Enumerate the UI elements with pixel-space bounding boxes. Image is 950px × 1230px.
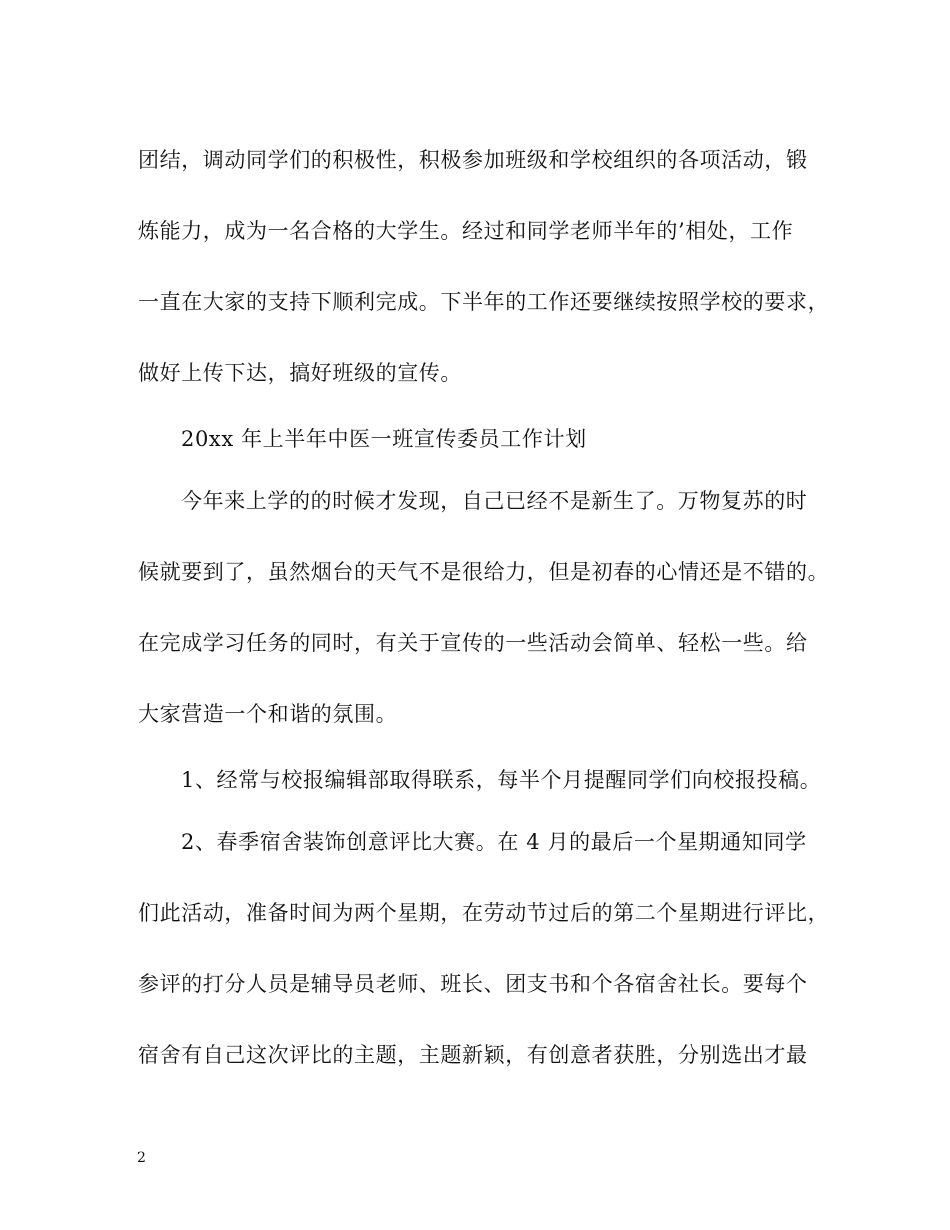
text-line: 参评的打分人员是辅导员老师、班长、团支书和个各宿舍社长。要每个	[138, 972, 808, 996]
text-line: 宿舍有自己这次评比的主题，主题新颖，有创意者获胜，分别选出才最	[138, 1043, 808, 1067]
text-line: 大家营造一个和谐的氛围。	[138, 702, 398, 726]
text-line: 今年来上学的的时候才发现，自己已经不是新生了。万物复苏的时	[181, 489, 808, 513]
list-item: 2、春季宿舍装饰创意评比大赛。在 4 月的最后一个星期通知同学	[181, 830, 807, 854]
list-item: 1、经常与校报编辑部取得联系，每半个月提醒同学们向校报投稿。	[181, 768, 822, 792]
section-heading: 20xx 年上半年中医一班宣传委员工作计划	[181, 427, 587, 451]
text-line: 们此活动，准备时间为两个星期，在劳动节过后的第二个星期进行评比，	[138, 901, 830, 925]
text-line: 炼能力，成为一名合格的大学生。经过和同学老师半年的’相处，工作	[138, 219, 794, 243]
text-line: 在完成学习任务的同时，有关于宣传的一些活动会简单、轻松一些。给	[138, 631, 808, 655]
text-line: 一直在大家的支持下顺利完成。下半年的工作还要继续按照学校的要求，	[138, 290, 830, 314]
text-line: 做好上传下达，搞好班级的宣传。	[138, 361, 462, 385]
text-line: 团结，调动同学们的积极性，积极参加班级和学校组织的各项活动，锻	[138, 148, 808, 172]
text-line: 候就要到了，虽然烟台的天气不是很给力，但是初春的心情还是不错的。	[138, 560, 830, 584]
page-number: 2	[137, 1150, 146, 1166]
